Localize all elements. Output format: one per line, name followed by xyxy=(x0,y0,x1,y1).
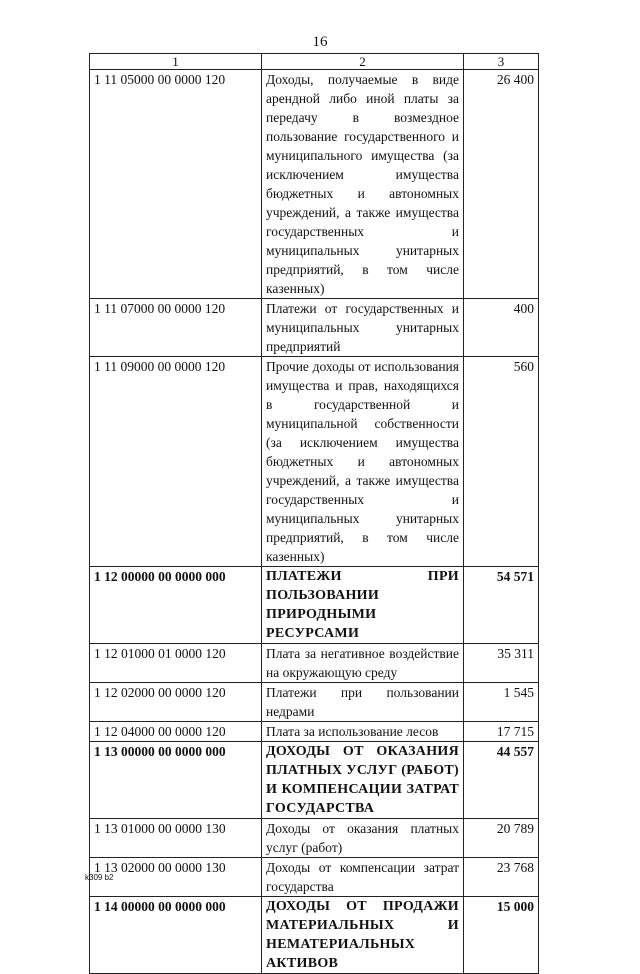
table-body xyxy=(90,70,539,974)
name-cell: Платежи от государственных и муниципальных унитарных предприятий xyxy=(262,299,464,357)
table-row xyxy=(90,567,539,644)
name-cell: Доходы от оказания платных услуг (работ) xyxy=(262,819,464,858)
code-cell: 1 12 01000 01 0000 120 xyxy=(90,644,262,683)
name-cell: Доходы, получаемые в виде арендной либо иной платы за передачу в возмездное пользование государственного и муниципального имущества (за исключением имущества бюджетных и автономных учреждений, а также имущества государственных и муниципальных унитарных предприятий, в том числе казенных) xyxy=(262,70,464,299)
column-header-1: 1 xyxy=(90,54,262,70)
amount-cell: 15 000 xyxy=(464,897,539,974)
column-header-row xyxy=(90,54,539,70)
table-row xyxy=(90,819,539,858)
amount-cell: 1 545 xyxy=(464,683,539,722)
code-cell: 1 14 00000 00 0000 000 xyxy=(90,897,262,974)
table-row xyxy=(90,299,539,357)
table-row xyxy=(90,683,539,722)
name-cell: Плата за использование лесов xyxy=(262,722,464,742)
column-header-2: 2 xyxy=(262,54,464,70)
code-cell: 1 12 00000 00 0000 000 xyxy=(90,567,262,644)
amount-cell: 54 571 xyxy=(464,567,539,644)
amount-cell: 26 400 xyxy=(464,70,539,299)
page-number: 16 xyxy=(312,34,328,50)
code-cell: 1 13 02000 00 0000 130 xyxy=(90,858,262,897)
table-row xyxy=(90,858,539,897)
name-cell: ПЛАТЕЖИ ПРИ ПОЛЬЗОВАНИИ ПРИРОДНЫМИ РЕСУРСАМИ xyxy=(262,567,464,644)
name-cell: Плата за негативное воздействие на окружающую среду xyxy=(262,644,464,683)
revenue-table xyxy=(89,53,539,974)
amount-cell: 35 311 xyxy=(464,644,539,683)
table-row xyxy=(90,897,539,974)
name-cell: Платежи при пользовании недрами xyxy=(262,683,464,722)
name-cell: Доходы от компенсации затрат государства xyxy=(262,858,464,897)
name-cell: ДОХОДЫ ОТ ПРОДАЖИ МАТЕРИАЛЬНЫХ И НЕМАТЕРИАЛЬНЫХ АКТИВОВ xyxy=(262,897,464,974)
code-cell: 1 11 07000 00 0000 120 xyxy=(90,299,262,357)
code-cell: 1 12 02000 00 0000 120 xyxy=(90,683,262,722)
amount-cell: 560 xyxy=(464,357,539,567)
footer-mark: k309 b2 xyxy=(85,873,114,882)
table-row xyxy=(90,644,539,683)
name-cell: ДОХОДЫ ОТ ОКАЗАНИЯ ПЛАТНЫХ УСЛУГ (РАБОТ) И КОМПЕНСАЦИИ ЗАТРАТ ГОСУДАРСТВА xyxy=(262,742,464,819)
name-cell: Прочие доходы от использования имущества и прав, находящихся в государственной и муниципальной собственности (за исключением имущества бюджетных и автономных учреждений, а также имущества государственных и муниципальных унитарных предприятий, в том числе казенных) xyxy=(262,357,464,567)
column-header-3: 3 xyxy=(464,54,539,70)
code-cell: 1 11 09000 00 0000 120 xyxy=(90,357,262,567)
code-cell: 1 11 05000 00 0000 120 xyxy=(90,70,262,299)
amount-cell: 44 557 xyxy=(464,742,539,819)
table-row xyxy=(90,742,539,819)
amount-cell: 17 715 xyxy=(464,722,539,742)
table-row xyxy=(90,70,539,299)
amount-cell: 20 789 xyxy=(464,819,539,858)
code-cell: 1 13 00000 00 0000 000 xyxy=(90,742,262,819)
amount-cell: 23 768 xyxy=(464,858,539,897)
amount-cell: 400 xyxy=(464,299,539,357)
table-row xyxy=(90,722,539,742)
code-cell: 1 12 04000 00 0000 120 xyxy=(90,722,262,742)
table-row xyxy=(90,357,539,567)
code-cell: 1 13 01000 00 0000 130 xyxy=(90,819,262,858)
